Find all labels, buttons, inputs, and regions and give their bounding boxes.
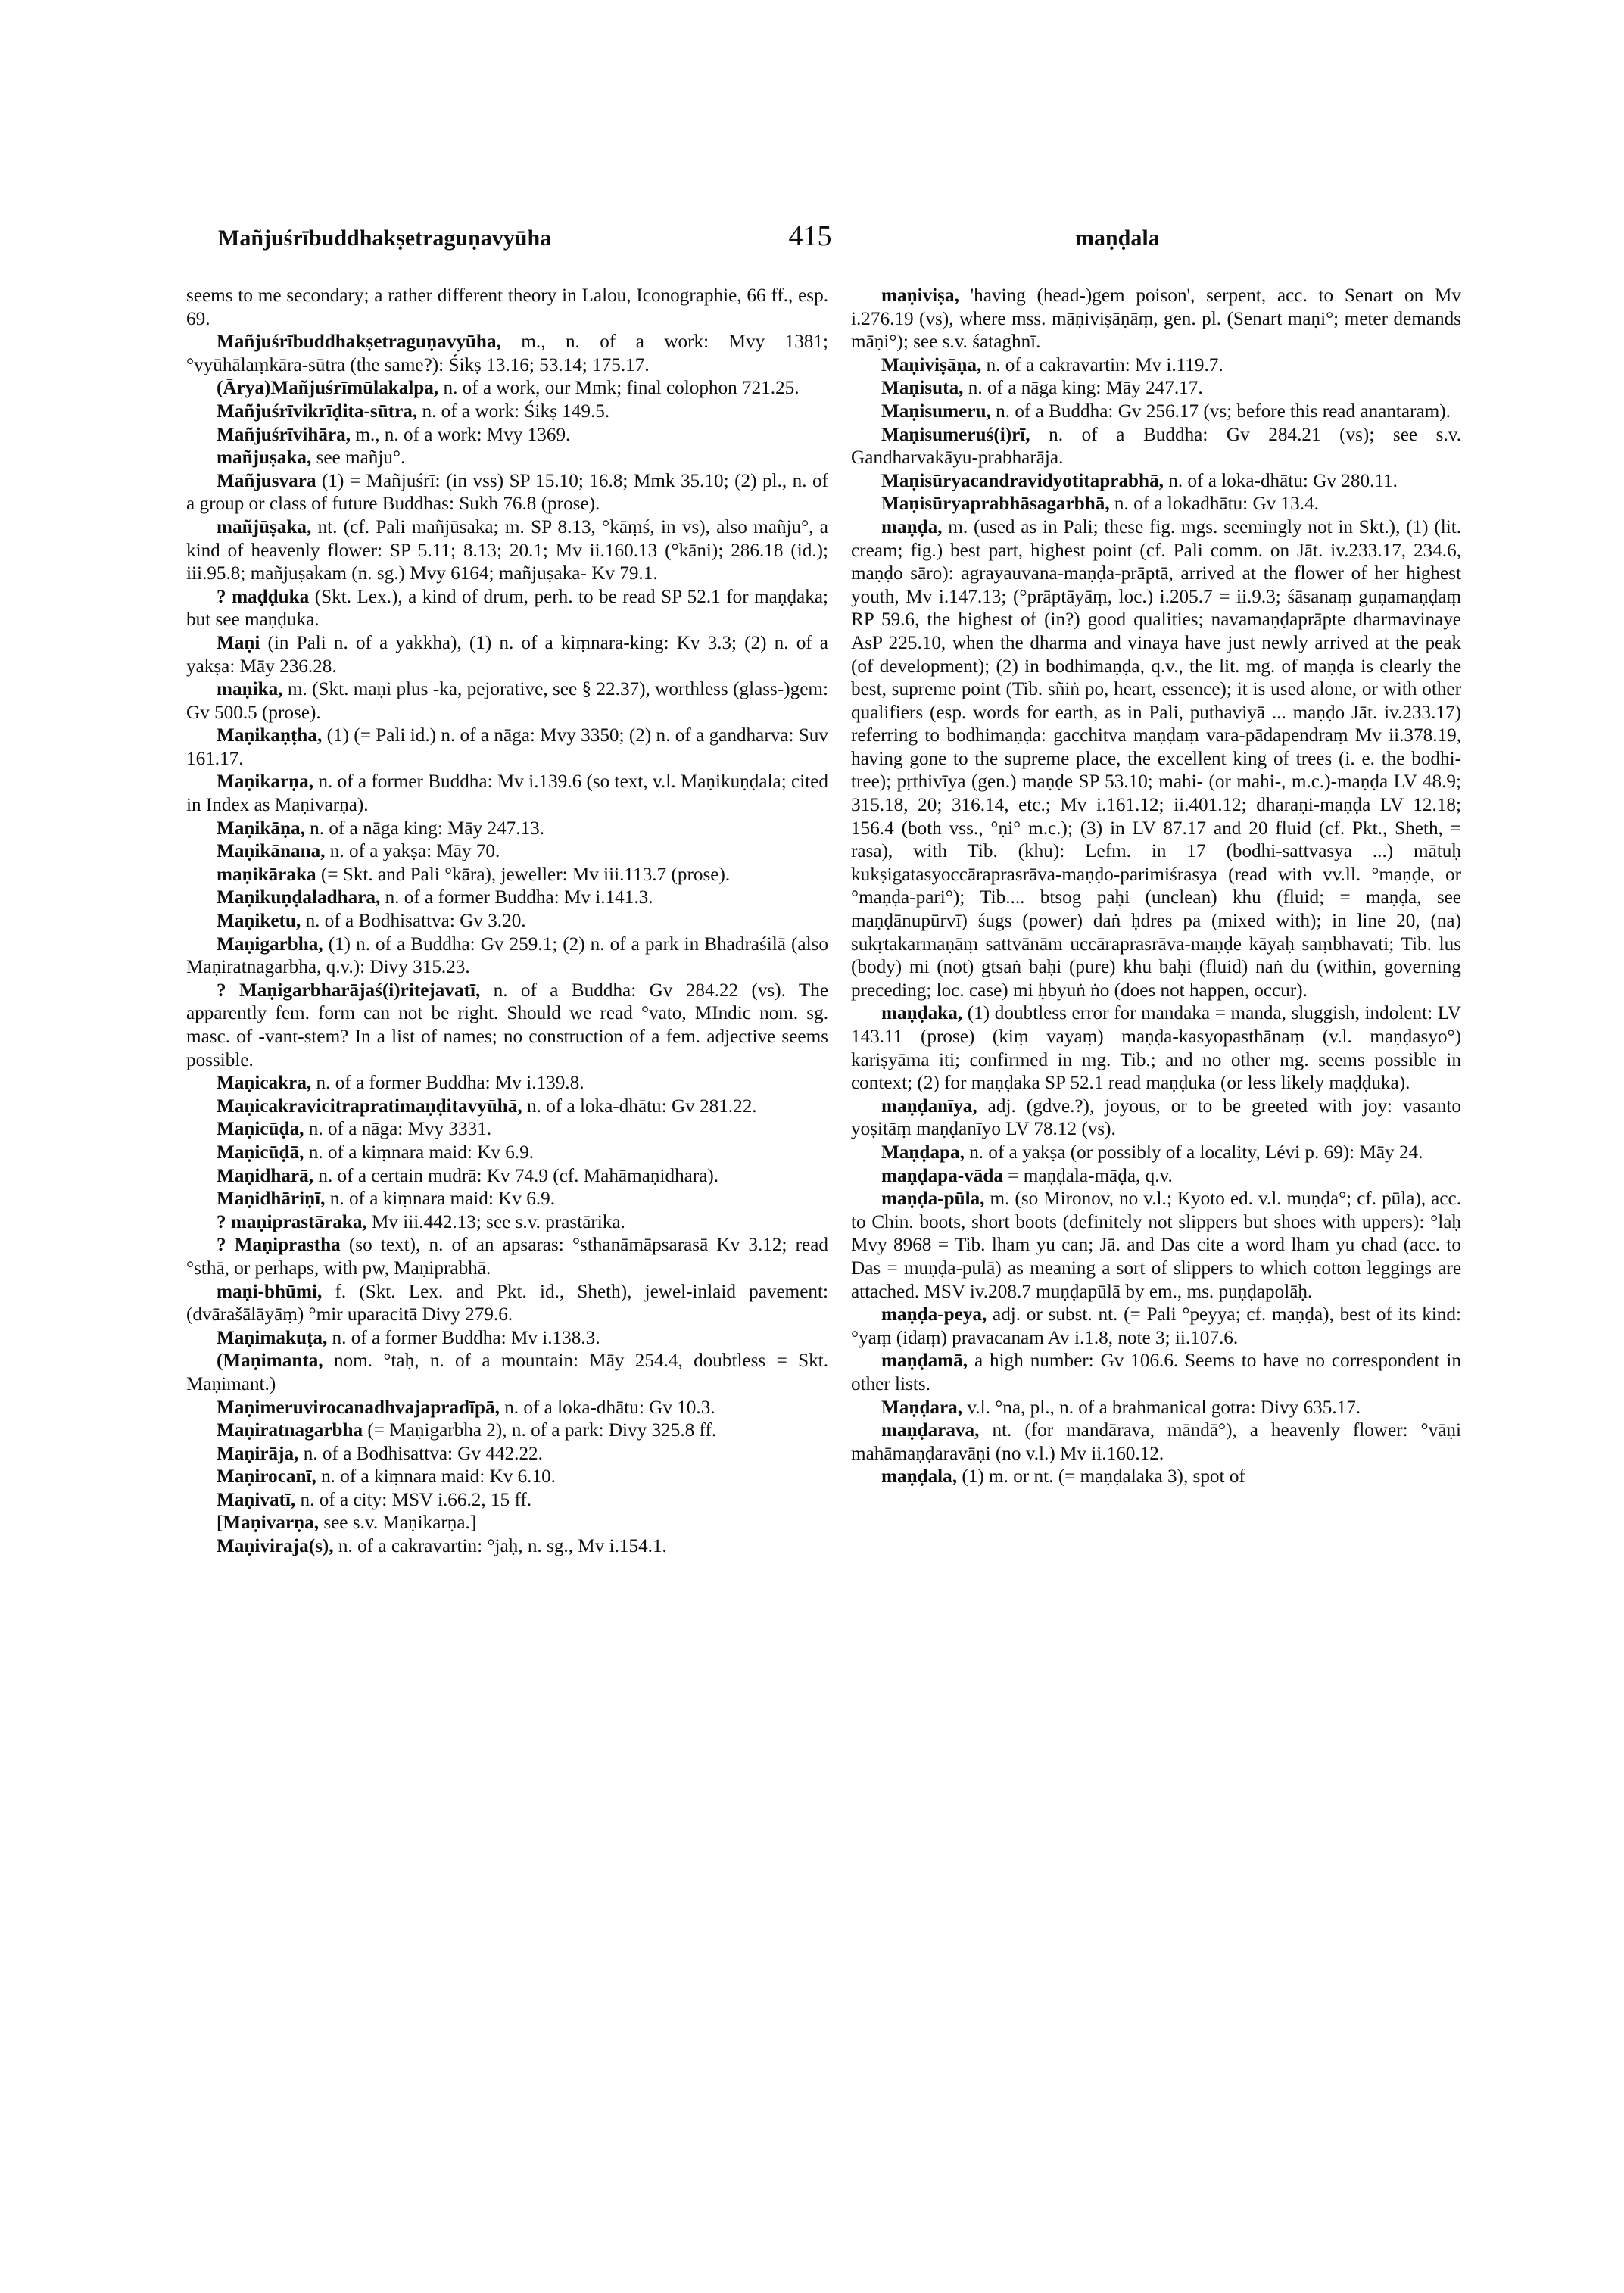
entry-headword: Maṇikaṇṭha,	[217, 725, 323, 746]
entry-text: m. (so Mironov, no v.l.; Kyoto ed. v.l. muṇḍa°; cf. pūla), acc. to Chin. boots, short boots (definitely not slippers but shoes with uppers): °laḥ Mvy 8968 = Tib. lham yu can; Jā. and Das cite a word lham yu chad (acc. to Das = muṇḍa-pulā) as meaning a sort of slippers to which cotton leggings are attached. MSV iv.208.7 muṇḍapūlā by em., ms. puṇḍapolāḥ.	[851, 1189, 1461, 1302]
dictionary-entry	[186, 331, 828, 377]
entry-headword: Maṇirocanī,	[217, 1466, 316, 1488]
entry-headword: [Maṇivarṇa,	[217, 1513, 320, 1534]
entry-text: (= Skt. and Pali °kāra), jeweller: Mv iii.113.7 (prose).	[316, 864, 731, 885]
entry-text: m., n. of a work: Mvy 1381; °vyūhālaṃkāra-sūtra (the same?): Śikṣ 13.16; 53.14; 175.17.	[186, 332, 828, 375]
dictionary-entry	[851, 493, 1461, 516]
dictionary-entry	[851, 1188, 1461, 1304]
dictionary-entry	[851, 377, 1461, 400]
entry-text: (= Maṇigarbha 2), n. of a park: Divy 325.8 ff.	[363, 1420, 717, 1441]
entry-text: n. of a former Buddha: Mv i.138.3.	[327, 1327, 600, 1348]
entry-headword: maṇiviṣa,	[881, 285, 959, 306]
dictionary-entry	[186, 516, 828, 586]
entry-headword: Mañjuśrībuddhakṣetraguṇavyūha,	[217, 332, 501, 353]
dictionary-entry	[186, 424, 828, 447]
entry-text: (in Pali n. of a yakkha), (1) n. of a kiṃnara-king: Kv 3.3; (2) n. of a yakṣa: Māy 236.28.	[186, 632, 828, 677]
entry-text: n. of a nāga king: Māy 247.13.	[304, 818, 545, 839]
dictionary-entry	[186, 980, 828, 1072]
entry-text: n. of a Bodhisattva: Gv 3.20.	[301, 911, 526, 932]
dictionary-entry	[186, 1397, 828, 1420]
entry-text: (so text), n. of an apsaras: °sthanāmāpsarasā Kv 3.12; read °sthā, or perhaps, with pw, Maṇiprabhā.	[186, 1235, 828, 1279]
running-head-right: maṇḍala	[1075, 226, 1160, 251]
entry-headword: maṇḍanīya,	[881, 1095, 977, 1117]
entry-text: n. of a kiṃnara maid: Kv 6.9.	[304, 1142, 535, 1163]
dictionary-entry	[851, 1095, 1461, 1142]
dictionary-entry	[186, 724, 828, 771]
entry-text: n. of a kiṃnara maid: Kv 6.10.	[316, 1466, 556, 1488]
entry-headword: Maṇirāja,	[217, 1443, 299, 1464]
entry-text: n. of a kiṃnara maid: Kv 6.9.	[325, 1189, 556, 1210]
entry-text: a high number: Gv 106.6. Seems to have no correspondent in other lists.	[851, 1351, 1461, 1394]
entry-text: (1) m. or nt. (= maṇḍalaka 3), spot of	[957, 1466, 1245, 1488]
entry-headword: ? Maṇigarbharājaś(i)ritejavatī,	[217, 980, 481, 1001]
dictionary-entry	[186, 1188, 828, 1211]
entry-text: n. of a work: Śikṣ 149.5.	[417, 400, 610, 422]
entry-text: n. of a lokadhātu: Gv 13.4.	[1109, 494, 1319, 515]
entry-headword: Maṇḍapa,	[881, 1142, 965, 1163]
running-head-left: Mañjuśrībuddhakṣetraguṇavyūha	[218, 226, 552, 251]
entry-headword: maṇḍala,	[881, 1466, 958, 1488]
dictionary-entry	[851, 1397, 1461, 1420]
dictionary-entry	[186, 1443, 828, 1466]
entry-text: (1) = Mañjuśrī: (in vss) SP 15.10; 16.8; Mmk 35.10; (2) pl., n. of a group or class of future Buddhas: Sukh 76.8 (prose).	[186, 470, 828, 515]
entry-text: (Skt. Lex.), a kind of drum, perh. to be read SP 52.1 for maṇḍaka; but see maṇḍuka.	[186, 586, 828, 631]
entry-headword: maṇḍa-peya,	[881, 1304, 987, 1326]
entry-text: n. of a cakravartin: Mv i.119.7.	[981, 354, 1223, 375]
entry-headword: ? maḍḍuka	[217, 586, 310, 607]
entry-text: n. of a Buddha: Gv 256.17 (vs; before this read anantaram).	[990, 400, 1451, 422]
entry-headword: Mañjuśrīvihāra,	[217, 424, 351, 445]
dictionary-entry	[186, 1281, 828, 1327]
entry-headword: Maṇisumeruś(i)rī,	[881, 424, 1030, 445]
entry-text: n. of a loka-dhātu: Gv 10.3.	[499, 1397, 715, 1418]
dictionary-entry	[186, 1165, 828, 1189]
entry-headword: Maṇikarṇa,	[217, 771, 314, 793]
entry-text: (1) (= Pali id.) n. of a nāga: Mvy 3350; (2) n. of a gandharva: Suv 161.17.	[186, 725, 828, 769]
dictionary-entry	[851, 424, 1461, 470]
entry-text: nt. (cf. Pali mañjūsaka; m. SP 8.13, °kāṃś, in vs), also mañju°, a kind of heavenly flower: SP 5.11; 8.13; 20.1; Mv ii.160.13 (°kāni); 286.18 (id.); iii.95.8; mañjuṣakam (n. sg.) Mvy 6164; mañjuṣaka- Kv 79.1.	[186, 516, 828, 584]
entry-text: n. of a former Buddha: Mv i.139.6 (so text, v.l. Maṇikuṇḍala; cited in Index as Maṇivarṇa).	[186, 771, 828, 816]
dictionary-entry	[186, 1350, 828, 1396]
entry-headword: Maṇidhāriṇī,	[217, 1189, 326, 1210]
entry-headword: Maṇikānana,	[217, 841, 326, 862]
entry-text: see mañju°.	[311, 447, 406, 469]
dictionary-entry	[186, 377, 828, 400]
entry-headword: maṇikāraka	[217, 864, 316, 885]
entry-headword: Maṇikuṇḍaladhara,	[217, 887, 381, 908]
entry-headword: mañjuṣaka,	[217, 447, 312, 469]
entry-text: n. of a work, our Mmk; final colophon 721.25.	[438, 378, 800, 399]
dictionary-entry	[186, 1327, 828, 1351]
dictionary-entry	[851, 1350, 1461, 1396]
entry-text: n. of a yakṣa (or possibly of a locality, Lévi p. 69): Māy 24.	[964, 1142, 1423, 1163]
entry-text: seems to me secondary; a rather different theory in Lalou, Iconographie, 66 ff., esp. 69.	[186, 285, 828, 329]
entry-headword: Maṇimeruvirocanadhvajapradīpā,	[217, 1397, 500, 1418]
entry-headword: ? maṇiprastāraka,	[217, 1211, 367, 1232]
entry-headword: Maṇidharā,	[217, 1165, 314, 1186]
entry-text: n. of a yakṣa: Māy 70.	[325, 841, 500, 862]
dictionary-entry	[186, 1234, 828, 1280]
dictionary-entry	[186, 1512, 828, 1535]
entry-headword: Maṇḍara,	[881, 1397, 963, 1418]
page-number: 415	[788, 220, 832, 252]
entry-headword: Maṇiratnagarbha	[217, 1420, 363, 1441]
dictionary-entry	[851, 1419, 1461, 1466]
dictionary-entry	[851, 285, 1461, 354]
dictionary-entry	[186, 678, 828, 724]
entry-headword: maṇḍamā,	[881, 1351, 968, 1372]
entry-headword: (Maṇimanta,	[217, 1351, 323, 1372]
entry-text: v.l. °na, pl., n. of a brahmanical gotra: Divy 635.17.	[962, 1397, 1361, 1418]
entry-text: n. of a former Buddha: Mv i.139.8.	[311, 1073, 584, 1094]
dictionary-entry	[186, 886, 828, 910]
dictionary-entry	[186, 933, 828, 980]
entry-headword: ? Maṇiprastha	[217, 1235, 341, 1256]
dictionary-entry	[186, 910, 828, 933]
dictionary-entry	[851, 1002, 1461, 1095]
dictionary-entry	[186, 1211, 828, 1235]
entry-text: (1) n. of a Buddha: Gv 259.1; (2) n. of a park in Bhadraśilā (also Maṇiratnagarbha, q.v.): Divy 315.23.	[186, 933, 828, 978]
entry-headword: Maṇivatī,	[217, 1489, 296, 1510]
entry-headword: maṇḍapa-vāda	[881, 1165, 1003, 1186]
entry-text: n. of a loka-dhātu: Gv 280.11.	[1163, 470, 1398, 491]
entry-text: f. (Skt. Lex. and Pkt. id., Sheth), jewel-inlaid pavement: (dvārašālāyāṃ) °mir uparacitā Divy 279.6.	[186, 1281, 828, 1326]
dictionary-entry	[186, 1489, 828, 1513]
dictionary-entry	[186, 864, 828, 887]
entry-text: n. of a certain mudrā: Kv 74.9 (cf. Mahāmaṇidhara).	[313, 1165, 719, 1186]
entry-headword: maṇḍarava,	[881, 1420, 980, 1441]
entry-text: see s.v. Maṇikarṇa.]	[319, 1513, 477, 1534]
dictionary-entry	[186, 1095, 828, 1119]
dictionary-entry	[186, 818, 828, 841]
entry-text: n. of a loka-dhātu: Gv 281.22.	[522, 1095, 757, 1117]
dictionary-entry	[186, 586, 828, 632]
dictionary-entry	[851, 470, 1461, 494]
entry-headword: Mañjuśrīvikrīḍita-sūtra,	[217, 400, 418, 422]
dictionary-entry	[851, 1165, 1461, 1189]
entry-text: 'having (head-)gem poison', serpent, acc. to Senart on Mv i.276.19 (vs), where mss. māṇiviṣāṇāṃ, gen. pl. (Senart maṇi°; meter demands māṇi°); see s.v. śataghnī.	[851, 285, 1461, 353]
entry-headword: Maṇicakravicitrapratimaṇḍitavyūhā,	[217, 1095, 522, 1117]
dictionary-entry	[851, 1304, 1461, 1350]
entry-text: nom. °taḥ, n. of a mountain: Māy 254.4, doubtless = Skt. Maṇimant.)	[186, 1351, 828, 1394]
entry-text: n. of a Buddha: Gv 284.22 (vs). The apparently fem. form can not be right. Should we read °vato, MIndic nom. sg. masc. of -vant-stem? In a list of names; no construction of a fem. adjective seems possible.	[186, 980, 829, 1070]
entry-headword: Maṇicūḍa,	[217, 1119, 304, 1140]
dictionary-entry	[851, 1142, 1461, 1165]
entry-text: n. of a city: MSV i.66.2, 15 ff.	[295, 1489, 532, 1510]
dictionary-entry	[186, 1419, 828, 1443]
dictionary-entry	[186, 1142, 828, 1165]
entry-headword: Maṇisūryacandravidyotitaprabhā,	[881, 470, 1164, 491]
entry-headword: mañjūṣaka,	[217, 516, 312, 537]
left-column	[186, 285, 828, 1559]
entry-headword: Maṇiketu,	[217, 911, 301, 932]
entry-headword: Maṇikāṇa,	[217, 818, 305, 839]
entry-headword: maṇḍa-pūla,	[881, 1189, 985, 1210]
entry-headword: maṇḍa,	[881, 516, 943, 537]
entry-headword: Maṇisumeru,	[881, 400, 991, 422]
entry-text: m., n. of a work: Mvy 1369.	[351, 424, 571, 445]
dictionary-entry	[186, 1466, 828, 1489]
entry-text: (1) doubtless error for mandaka = manda, sluggish, indolent: LV 143.11 (prose) (kiṃ vayaṃ) maṇḍa-kasyopasthānaṃ (v.l. maṇḍasyo°) kariṣyāma iti; confirmed in mg. Tib.; and no other mg. seems possible in context; (2) for maṇḍaka SP 52.1 read maṇḍuka (or less likely maḍḍuka).	[851, 1003, 1461, 1094]
dictionary-entry	[186, 1535, 828, 1559]
dictionary-entry	[851, 354, 1461, 378]
dictionary-entry	[851, 516, 1461, 1002]
entry-text: m. (used as in Pali; these fig. mgs. seemingly not in Skt.), (1) (lit. cream; fig.) best part, highest point (cf. Pali comm. on Jāt. iv.233.17, 234.6, maṇḍo sāro): agrayauvana-maṇḍa-prāptā, arrived at the flower of her highest youth, Mv i.147.13; (°prāptāyāṃ, loc.) i.205.7 = ii.9.3; śāsanaṃ guṇamaṇḍaṃ RP 59.6, the highest of (in?) good qualities; navamaṇḍaprāpte dharmavinaye AsP 225.10, when the dharma and vinaya have just newly arrived at the peak (of development); (2) in bodhimaṇḍa, q.v., the lit. mg. of maṇḍa is clearly the best, supreme point (Tib. sñiṅ po, heart, essence); it is used alone, or with other qualifiers (esp. words for earth, as in Pali, puthaviyā ... maṇḍo Jāt. iv.233.17) referring to bodhimaṇḍa: gacchitva maṇḍaṃ vara-pādapendraṃ Mv ii.378.19, having gone to the supreme place, the excellent king of trees (i. e. the bodhi-tree); pṛthivīya (gen.) maṇḍe SP 53.10; mahi- (or mahi-, m.c.)-maṇḍa LV 48.9; 315.18, 20; 316.14, etc.; Mv i.161.12; ii.401.12; dharaṇi-maṇḍa LV 12.18; 156.4 (both vss., °ṇi° m.c.); (3) in LV 87.17 and 20 fluid (cf. Pkt., Sheth, = rasa), with Tib. (khu): Lefm. in 17 (bodhi-sattvasya ...) mātuḥ kukṣigatasyoccāraprasrāva-maṇḍo-parimiśrasya (read with vv.ll. °maṇḍe, or °maṇḍa-pari°); Tib.... btsog paḥi (unclean) khu (fluid; = maṇḍa, see maṇḍānupūrvī) śugs (power) daṅ ḥdres pa (mixed with); in line 20, (na) sukṛtakarmaṇāṃ sattvānām uccāraprasrāva-maṇḍe kāyaḥ saṃbhavati; Tib. lus (body) mi (not) gtsaṅ baḥi (pure) khu baḥi (fluid) naṅ du (within, governing preceding; loc. case) mi ḥbyuṅ ṅo (does not happen, occur).	[851, 516, 1461, 1001]
entry-headword: Maṇimakuṭa,	[217, 1327, 328, 1348]
entry-text: = maṇḍala-māḍa, q.v.	[1002, 1165, 1173, 1186]
dictionary-entry	[186, 632, 828, 678]
dictionary-entry	[186, 1118, 828, 1142]
entry-text: n. of a Bodhisattva: Gv 442.22.	[298, 1443, 543, 1464]
entry-headword: Maṇiviṣāṇa,	[881, 354, 982, 375]
dictionary-entry	[851, 1466, 1461, 1489]
dictionary-entry	[186, 285, 828, 331]
entry-headword: Maṇigarbha,	[217, 933, 323, 955]
entry-headword: Maṇi	[217, 632, 260, 653]
dictionary-entry	[186, 447, 828, 470]
dictionary-entry	[186, 771, 828, 817]
entry-headword: Maṇisuta,	[881, 378, 964, 399]
entry-text: adj. (gdve.?), joyous, or to be greeted with joy: vasanto yoṣitāṃ maṇḍanīyo LV 78.12 (vs).	[851, 1095, 1461, 1140]
entry-text: n. of a nāga king: Māy 247.17.	[963, 378, 1203, 399]
dictionary-entry	[186, 840, 828, 864]
dictionary-entry	[851, 400, 1461, 424]
entry-headword: Mañjusvara	[217, 470, 316, 491]
entry-text: Mv iii.442.13; see s.v. prastārika.	[366, 1211, 625, 1232]
entry-text: n. of a cakravartin: °jaḥ, n. sg., Mv i.154.1.	[333, 1536, 667, 1557]
entry-text: n. of a Buddha: Gv 284.21 (vs); see s.v. Gandharvakāyu-prabharāja.	[851, 424, 1461, 469]
entry-headword: maṇḍaka,	[881, 1003, 963, 1024]
entry-headword: maṇika,	[217, 679, 283, 700]
entry-headword: maṇi-bhūmi,	[217, 1281, 323, 1302]
entry-text: nt. (for mandārava, māndā°), a heavenly flower: °vāṇi mahāmaṇḍaravāṇi (no v.l.) Mv ii.160.12.	[851, 1420, 1461, 1464]
entry-text: n. of a nāga: Mvy 3331.	[304, 1119, 492, 1140]
entry-text: adj. or subst. nt. (= Pali °peyya; cf. maṇḍa), best of its kind: °yaṃ (idaṃ) pravacanam Av i.1.8, note 3; ii.107.6.	[851, 1304, 1461, 1348]
entry-headword: Maṇicūḍā,	[217, 1142, 304, 1163]
entry-headword: Maṇisūryaprabhāsagarbhā,	[881, 494, 1110, 515]
entry-text: m. (Skt. maṇi plus -ka, pejorative, see § 22.37), worthless (glass-)gem: Gv 500.5 (prose).	[186, 679, 828, 723]
entry-headword: Maṇiviraja(s),	[217, 1536, 334, 1557]
dictionary-entry	[186, 1072, 828, 1095]
entry-headword: (Ārya)Mañjuśrīmūlakalpa,	[217, 378, 439, 399]
entry-text: n. of a former Buddha: Mv i.141.3.	[380, 887, 653, 908]
dictionary-entry	[186, 470, 828, 516]
right-column	[851, 285, 1461, 1489]
entry-headword: Maṇicakra,	[217, 1073, 312, 1094]
dictionary-entry	[186, 400, 828, 424]
